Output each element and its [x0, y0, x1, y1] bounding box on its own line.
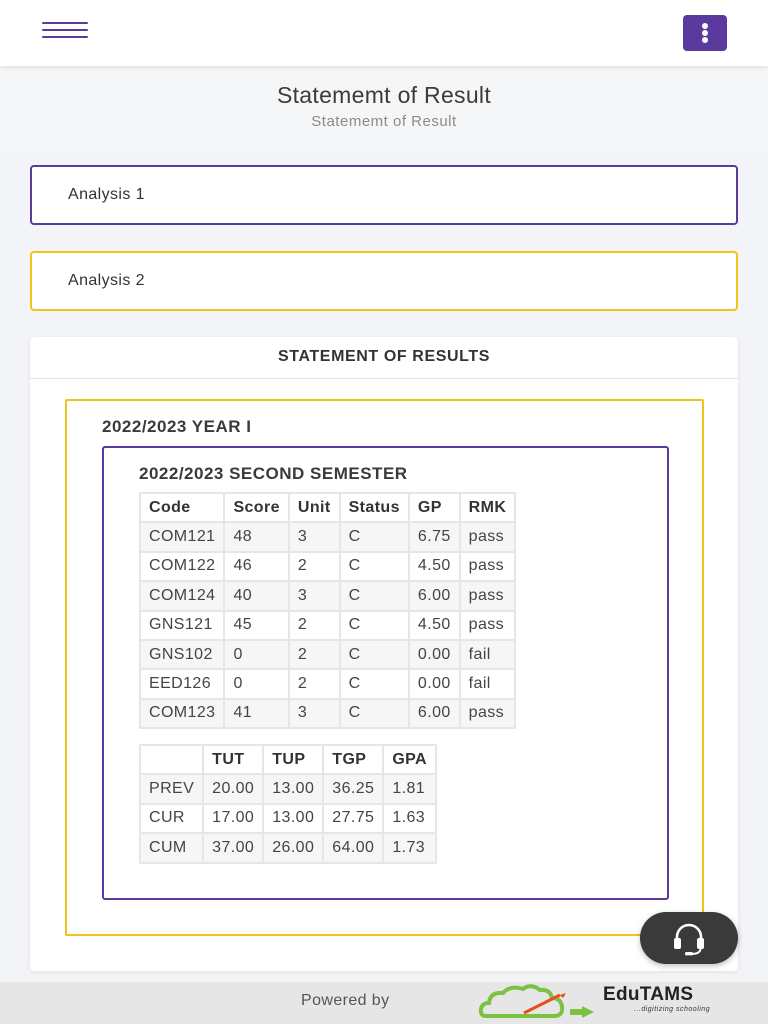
- summary-cell: CUM: [140, 833, 203, 862]
- summary-cell: 1.73: [383, 833, 436, 862]
- page-header: [0, 66, 768, 150]
- results-cell: 3: [289, 699, 340, 728]
- results-cell: COM123: [140, 699, 224, 728]
- results-cell: COM121: [140, 522, 224, 551]
- summary-column-header: TUP: [263, 745, 323, 774]
- results-row: [140, 640, 515, 669]
- hamburger-menu-icon[interactable]: [40, 20, 90, 40]
- results-cell: 0: [224, 640, 288, 669]
- results-cell: 2: [289, 611, 340, 640]
- results-cell: C: [340, 669, 409, 698]
- brand-tagline: ...digitizing schooling: [634, 1006, 711, 1013]
- results-column-header: Score: [224, 493, 288, 522]
- results-cell: 3: [289, 581, 340, 610]
- results-cell: 0: [224, 669, 288, 698]
- results-cell: 41: [224, 699, 288, 728]
- analysis-2-panel[interactable]: Analysis 2: [30, 251, 738, 311]
- summary-cell: 20.00: [203, 774, 263, 803]
- summary-cell: 37.00: [203, 833, 263, 862]
- results-cell: 4.50: [409, 611, 460, 640]
- summary-column-header: GPA: [383, 745, 436, 774]
- results-cell: fail: [460, 640, 516, 669]
- summary-cell: PREV: [140, 774, 203, 803]
- results-cell: C: [340, 522, 409, 551]
- results-cell: C: [340, 581, 409, 610]
- results-cell: pass: [460, 581, 516, 610]
- headset-icon: [671, 920, 707, 956]
- results-cell: C: [340, 640, 409, 669]
- summary-column-header: TUT: [203, 745, 263, 774]
- summary-cell: 26.00: [263, 833, 323, 862]
- statement-of-results-card: [30, 337, 738, 971]
- results-table: [139, 492, 516, 729]
- results-row: [140, 611, 515, 640]
- results-cell: 4.50: [409, 552, 460, 581]
- results-cell: pass: [460, 699, 516, 728]
- results-row: [140, 581, 515, 610]
- summary-column-header: [140, 745, 203, 774]
- semester-title: 2022/2023 SECOND SEMESTER: [139, 464, 408, 483]
- top-bar: [0, 0, 768, 66]
- support-chat-button[interactable]: [640, 912, 738, 964]
- results-cell: GNS102: [140, 640, 224, 669]
- results-row: [140, 669, 515, 698]
- summary-cell: 1.81: [383, 774, 436, 803]
- results-column-header: Code: [140, 493, 224, 522]
- results-cell: 2: [289, 552, 340, 581]
- results-cell: 6.00: [409, 581, 460, 610]
- results-cell: 40: [224, 581, 288, 610]
- summary-cell: 17.00: [203, 804, 263, 833]
- summary-row: [140, 774, 436, 803]
- summary-row: [140, 804, 436, 833]
- card-header: STATEMENT OF RESULTS: [30, 337, 738, 379]
- powered-by-label: Powered by: [301, 992, 390, 1009]
- summary-table-scroll: [139, 744, 634, 866]
- results-cell: pass: [460, 552, 516, 581]
- year-section: [65, 399, 704, 936]
- results-cell: COM122: [140, 552, 224, 581]
- results-cell: C: [340, 699, 409, 728]
- year-title: 2022/2023 YEAR I: [102, 417, 252, 436]
- results-cell: pass: [460, 522, 516, 551]
- summary-cell: 1.63: [383, 804, 436, 833]
- summary-cell: 27.75: [323, 804, 383, 833]
- summary-cell: 13.00: [263, 774, 323, 803]
- summary-cell: 36.25: [323, 774, 383, 803]
- options-menu-button[interactable]: [683, 15, 727, 51]
- results-cell: 2: [289, 640, 340, 669]
- results-cell: 0.00: [409, 640, 460, 669]
- edutams-logo-icon: [478, 982, 596, 1022]
- page-title: Statememt of Result: [276, 82, 492, 108]
- results-column-header: Unit: [289, 493, 340, 522]
- semester-section: [102, 446, 669, 900]
- results-cell: 45: [224, 611, 288, 640]
- results-cell: C: [340, 611, 409, 640]
- results-column-header: RMK: [460, 493, 516, 522]
- results-cell: 0.00: [409, 669, 460, 698]
- results-cell: 46: [224, 552, 288, 581]
- page-subtitle: Statememt of Result: [311, 113, 457, 130]
- summary-cell: 64.00: [323, 833, 383, 862]
- results-column-header: GP: [409, 493, 460, 522]
- brand-name: EduTAMS: [603, 984, 694, 1005]
- summary-cell: CUR: [140, 804, 203, 833]
- summary-cell: 13.00: [263, 804, 323, 833]
- results-cell: 2: [289, 669, 340, 698]
- results-cell: 6.75: [409, 522, 460, 551]
- results-table-scroll[interactable]: [139, 492, 634, 732]
- summary-row: [140, 833, 436, 862]
- results-cell: COM124: [140, 581, 224, 610]
- results-row: [140, 699, 515, 728]
- results-column-header: Status: [340, 493, 409, 522]
- summary-table: [139, 744, 437, 864]
- results-row: [140, 522, 515, 551]
- summary-column-header: TGP: [323, 745, 383, 774]
- results-cell: pass: [460, 611, 516, 640]
- results-cell: C: [340, 552, 409, 581]
- results-cell: GNS121: [140, 611, 224, 640]
- results-cell: fail: [460, 669, 516, 698]
- results-cell: 48: [224, 522, 288, 551]
- results-cell: 6.00: [409, 699, 460, 728]
- results-cell: EED126: [140, 669, 224, 698]
- results-row: [140, 552, 515, 581]
- analysis-1-panel[interactable]: Analysis 1: [30, 165, 738, 225]
- footer: [0, 982, 768, 1024]
- results-cell: 3: [289, 522, 340, 551]
